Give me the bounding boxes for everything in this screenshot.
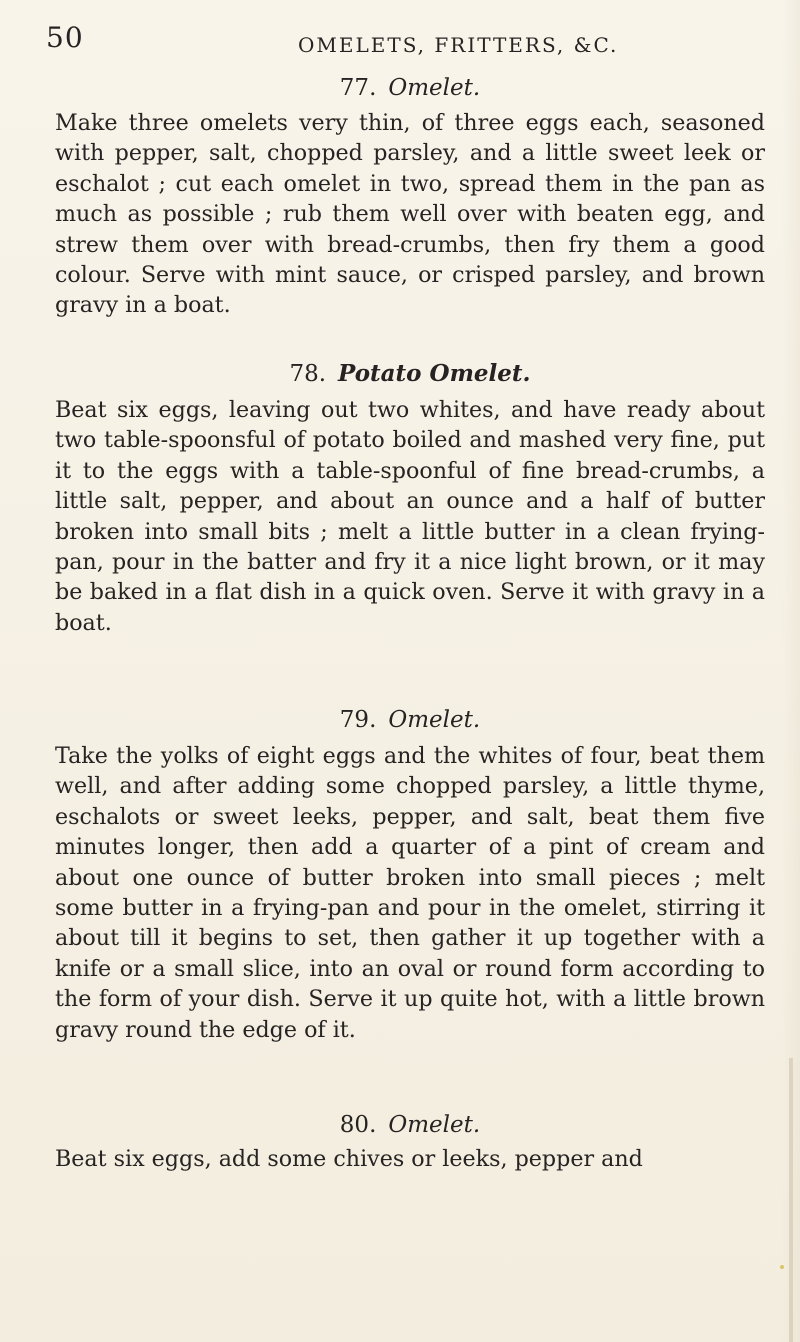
recipe-number: 79. <box>339 707 377 733</box>
recipe-80-body: Beat six eggs, add some chives or leeks, pepper and <box>55 1146 643 1172</box>
recipe-78-title <box>55 359 765 389</box>
recipe-79-title <box>55 705 765 735</box>
recipe-number: 78. <box>289 361 327 387</box>
recipe-name: Omelet. <box>388 75 481 101</box>
recipe-77-title <box>55 73 765 103</box>
recipe-77-body: Make three omelets very thin, of three eggs each, seasoned with pepper, salt, chopped parsley, and a little sweet leek or eschalot ; cut each omelet in two, spread them in the pan as much as possible ; rub them well over with beaten egg, and strew them over with bread-crumbs, then fry them a good colour. Serve with mint sauce, or crisped parsley, and brown gravy in a boat. <box>55 110 765 319</box>
running-head: OMELETS, FRITTERS, &C. <box>298 33 619 57</box>
recipe-79-body: Take the yolks of eight eggs and the whites of four, beat them well, and after adding some chopped parsley, a little thyme, eschalots or sweet leeks, pepper, and salt, beat them five minutes longer, then add a quarter of a pint of cream and about one ounce of butter broken into small pieces ; melt some butter in a frying-pan and pour in the omelet, stirring it about till it begins to set, then gather it up together with a knife or a small slice, into an oval or round form according to the form of your dish. Serve it up quite hot, with a little brown gravy round the edge of it. <box>55 743 765 1043</box>
recipe-80-title <box>55 1110 765 1140</box>
recipe-number: 77. <box>339 75 377 101</box>
paper-spot <box>780 1265 784 1269</box>
page-edge-line <box>789 1058 793 1342</box>
recipe-number: 80. <box>339 1112 377 1138</box>
page-number: 50 <box>46 21 84 54</box>
recipe-name: Omelet. <box>388 707 481 733</box>
recipe-name: Potato Omelet. <box>338 360 531 387</box>
page-header <box>46 15 746 65</box>
recipe-name: Omelet. <box>388 1112 481 1138</box>
recipe-78-body: Beat six eggs, leaving out two whites, and have ready about two table-spoonsful of potato boiled and mashed very fine, put it to the eggs with a table-spoonful of fine bread-crumbs, a little salt, pepper, and about an ounce and a half of butter broken into small bits ; melt a little butter in a clean frying-pan, pour in the batter and fry it a nice light brown, or it may be baked in a flat dish in a quick oven. Serve it with gravy in a boat. <box>55 397 765 636</box>
